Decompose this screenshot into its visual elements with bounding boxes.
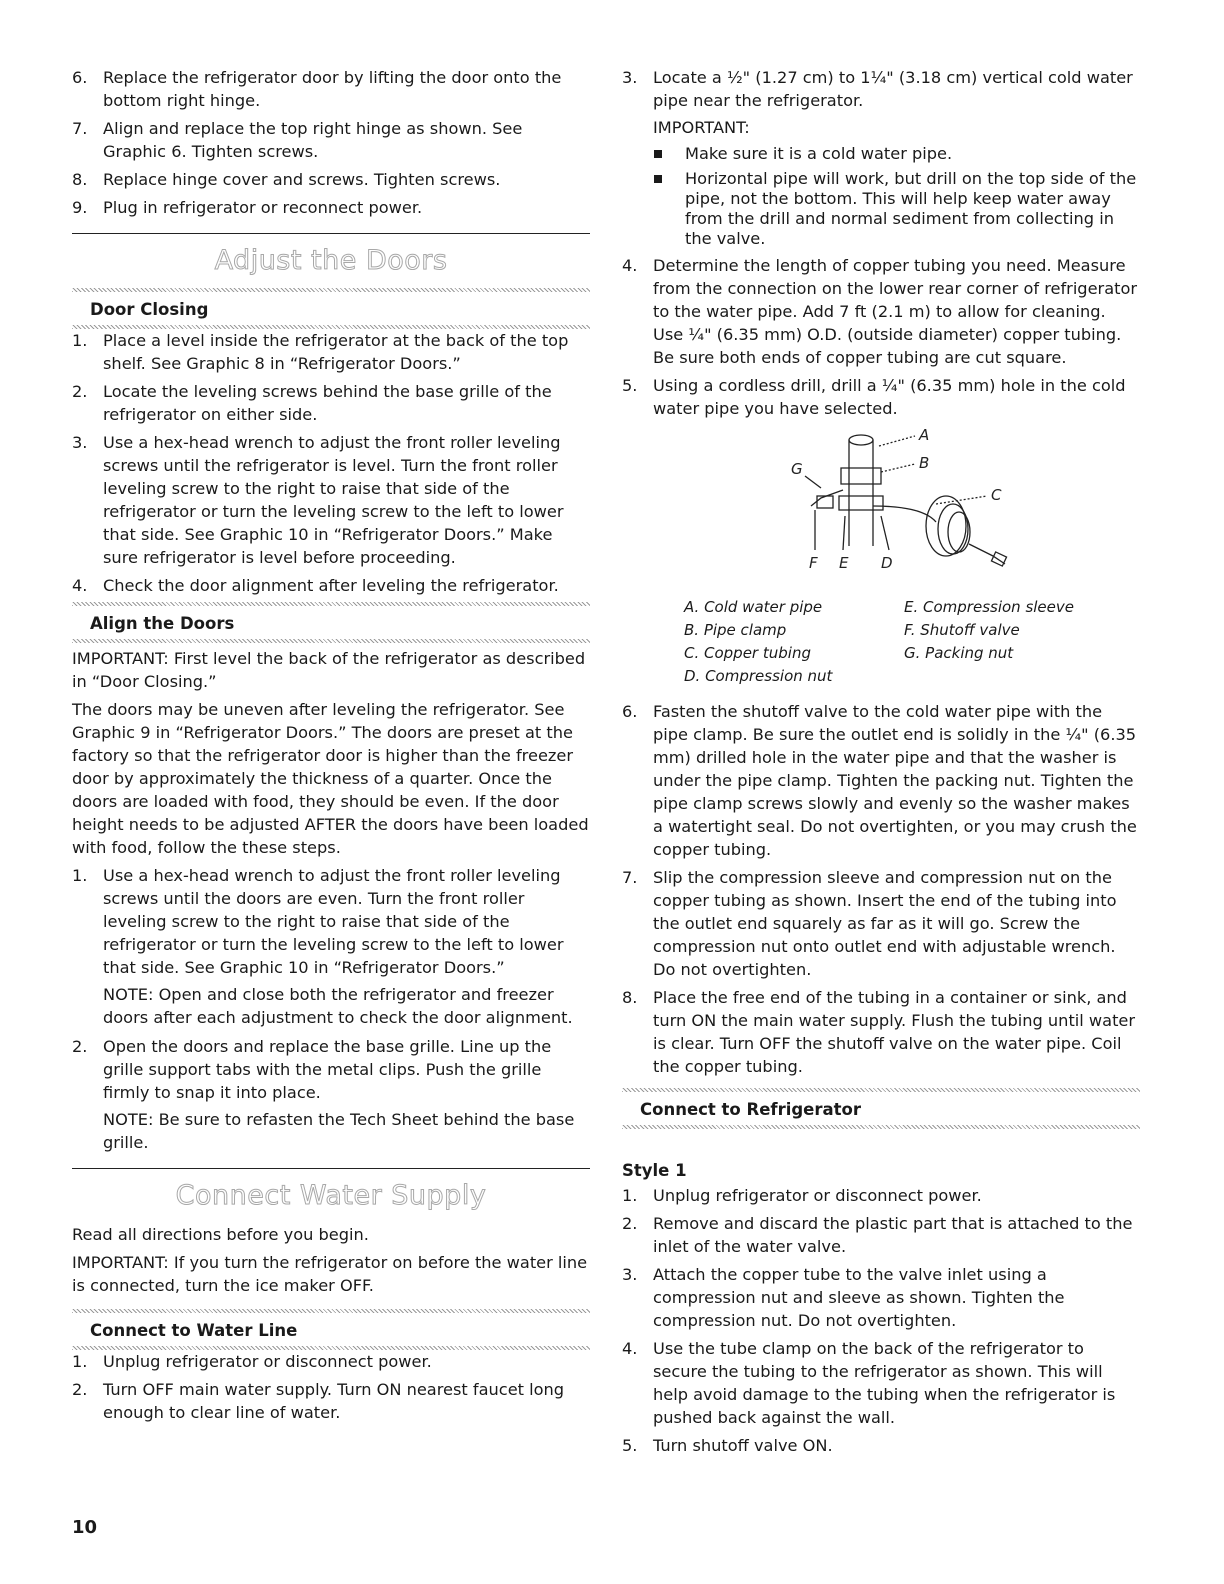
list-item: 7. Slip the compression sleeve and compression nut on the copper tubing as shown. Insert the end of the tubing into the outlet end squarely as far as it will go. Screw the compression nut onto outlet end with adjustable wrench. Do not overtighten. xyxy=(622,868,1117,979)
legend-item: F. Shutoff valve xyxy=(904,621,1020,639)
bullet-icon xyxy=(654,175,662,183)
list-item: 5. Using a cordless drill, drill a ¼" (6.35 mm) hole in the cold water pipe you have selected. xyxy=(622,376,1126,418)
door-closing-steps xyxy=(72,329,590,597)
list-item: 8. Place the free end of the tubing in a container or sink, and turn ON the main water supply. Flush the tubing until water is clear. Turn OFF the shutoff valve on the water pipe. Coil the copper tubing. xyxy=(622,988,1136,1076)
shutoff-valve-figure xyxy=(622,426,1140,592)
list-item: 2. Locate the leveling screws behind the base grille of the refrigerator on either side. xyxy=(72,382,552,424)
list-item: 1. Unplug refrigerator or disconnect power. xyxy=(72,1352,432,1371)
list-item: 6. Fasten the shutoff valve to the cold water pipe with the pipe clamp. Be sure the outlet end is solidly in the ¼" (6.35 mm) drilled hole in the water pipe and that the washer is under the pipe clamp. Tighten the packing nut. Tighten the pipe clamp screws slowly and evenly so the washer makes a watertight seal. Do not overtighten, or you may crush the copper tubing. xyxy=(622,702,1137,859)
figure-label-f: F xyxy=(809,554,818,572)
list-item: 6. Replace the refrigerator door by lifting the door onto the bottom right hinge. xyxy=(72,68,562,110)
list-item: 3. Attach the copper tube to the valve inlet using a compression nut and sleeve as shown. Tighten the compression nut. Do not overtighten. xyxy=(622,1265,1065,1330)
connect-refrigerator-heading: Connect to Refrigerator xyxy=(640,1100,862,1119)
list-item: 9. Plug in refrigerator or reconnect power. xyxy=(72,198,423,217)
list-item: 1. Use a hex-head wrench to adjust the front roller leveling screws until the doors are even. Turn the front roller leveling screw to the right to raise that side of the refrigerator or turn the leveling screw to the left to lower that side. See Graphic 10 in “Refrigerator Doors.” NOTE: Open and close both the refrigerator and freezer doors after each adjustment to check the door alignment. xyxy=(72,864,590,1029)
list-item: 1. Place a level inside the refrigerator at the back of the top shelf. See Graphic 8 in “Refrigerator Doors.” xyxy=(72,331,569,373)
page-number: 10 xyxy=(72,1517,98,1538)
list-item: 5. Turn shutoff valve ON. xyxy=(622,1436,833,1455)
list-item: 1. Unplug refrigerator or disconnect power. xyxy=(622,1186,982,1205)
list-item: 2. Open the doors and replace the base grille. Line up the grille support tabs with the metal clips. Push the grille firmly to snap it into place. NOTE: Be sure to refasten the Tech Sheet behind the base grille. xyxy=(72,1035,590,1154)
read-directions: Read all directions before you begin. xyxy=(72,1225,369,1244)
align-doors-steps xyxy=(72,864,590,1154)
divider xyxy=(72,1168,590,1169)
list-item: 4. Determine the length of copper tubing you need. Measure from the connection on the lower rear corner of refrigerator to the water pipe. Add 7 ft (2.1 m) to allow for cleaning. Use ¼" (6.35 mm) O.D. (outside diameter) copper tubing. Be sure both ends of copper tubing are cut square. xyxy=(622,256,1138,367)
list-item: 4. Use the tube clamp on the back of the refrigerator to secure the tubing to the refrigerator as shown. This will help avoid damage to the tubing when the refrigerator is pushed back against the wall. xyxy=(622,1339,1116,1427)
legend-item: B. Pipe clamp xyxy=(684,621,787,639)
list-item: 7. Align and replace the top right hinge as shown. See Graphic 6. Tighten screws. xyxy=(72,119,523,161)
water-line-heading: Connect to Water Line xyxy=(90,1321,298,1340)
list-item: 2. Remove and discard the plastic part that is attached to the inlet of the water valve. xyxy=(622,1214,1133,1256)
figure-label-c: C xyxy=(991,486,1002,504)
shutoff-valve-diagram xyxy=(731,426,1031,586)
list-item: 3. Locate a ½" (1.27 cm) to 1¼" (3.18 cm) vertical cold water pipe near the refrigerator. IMPORTANT: xyxy=(622,66,1140,139)
list-item: 3. Use a hex-head wrench to adjust the front roller leveling screws until the refrigerator is level. Turn the front roller leveling screw to the right to raise that side of the refrigerator or turn the leveling screw to the left to lower that side. See Graphic 10 in “Refrigerator Doors.” Make sure refrigerator is level before proceeding. xyxy=(72,433,564,567)
figure-label-g: G xyxy=(791,460,803,478)
figure-label-a: A xyxy=(919,426,930,444)
legend-item: D. Compression nut xyxy=(684,667,833,685)
list-item: 8. Replace hinge cover and screws. Tighten screws. xyxy=(72,170,501,189)
figure-legend xyxy=(684,596,1140,688)
style-1-steps xyxy=(622,1184,1140,1457)
align-doors-section xyxy=(72,647,590,1154)
align-doors-heading: Align the Doors xyxy=(90,614,235,633)
water-line-steps-continued xyxy=(622,66,1140,139)
figure-label-d: D xyxy=(881,554,893,572)
legend-item xyxy=(904,665,1094,688)
connect-water-supply-title: Connect Water Supply xyxy=(175,1180,487,1211)
important-bullets xyxy=(653,144,1140,249)
water-line-steps xyxy=(72,1350,590,1424)
right-column xyxy=(622,66,1140,1462)
important-note: IMPORTANT: If you turn the refrigerator on before the water line is connected, turn the ice maker OFF. xyxy=(72,1253,588,1295)
list-item: Make sure it is a cold water pipe. xyxy=(653,144,1140,164)
list-item: 4. Check the door alignment after leveling the refrigerator. xyxy=(72,576,559,595)
bullet-icon xyxy=(654,150,662,158)
divider xyxy=(622,1125,1140,1129)
legend-item: C. Copper tubing xyxy=(684,644,811,662)
legend-item: G. Packing nut xyxy=(904,644,1014,662)
legend-item: E. Compression sleeve xyxy=(904,598,1074,616)
door-replace-steps xyxy=(72,66,590,219)
left-column xyxy=(72,66,590,1429)
divider xyxy=(72,639,590,643)
adjust-doors-title: Adjust the Doors xyxy=(214,245,448,276)
figure-label-b: B xyxy=(919,454,930,472)
important-heading: IMPORTANT: xyxy=(653,118,750,137)
door-closing-heading: Door Closing xyxy=(90,300,209,319)
figure-label-e: E xyxy=(839,554,849,572)
divider xyxy=(72,233,590,234)
list-item: Horizontal pipe will work, but drill on the top side of the pipe, not the bottom. This will help keep water away from the drill and normal sediment from collecting in the valve. xyxy=(653,169,1140,249)
important-note: IMPORTANT: First level the back of the refrigerator as described in “Door Closing.” xyxy=(72,649,586,691)
water-line-steps-6-8 xyxy=(622,700,1140,1078)
legend-item: A. Cold water pipe xyxy=(684,598,823,616)
style-1-heading: Style 1 xyxy=(622,1161,687,1180)
note: NOTE: Open and close both the refrigerator and freezer doors after each adjustment to check the door alignment. xyxy=(103,985,573,1027)
water-line-steps-4-5 xyxy=(622,254,1140,420)
align-doors-paragraph: The doors may be uneven after leveling the refrigerator. See Graphic 9 in “Refrigerator Doors.” The doors are preset at the factory so that the refrigerator door is higher than the freezer door by approximately the thickness of a quarter. Once the doors are loaded with food, they should be even. If the door height needs to be adjusted AFTER the doors have been loaded with food, follow the these steps. xyxy=(72,700,589,857)
note: NOTE: Be sure to refasten the Tech Sheet behind the base grille. xyxy=(103,1110,575,1152)
list-item: 2. Turn OFF main water supply. Turn ON nearest faucet long enough to clear line of water. xyxy=(72,1380,565,1422)
